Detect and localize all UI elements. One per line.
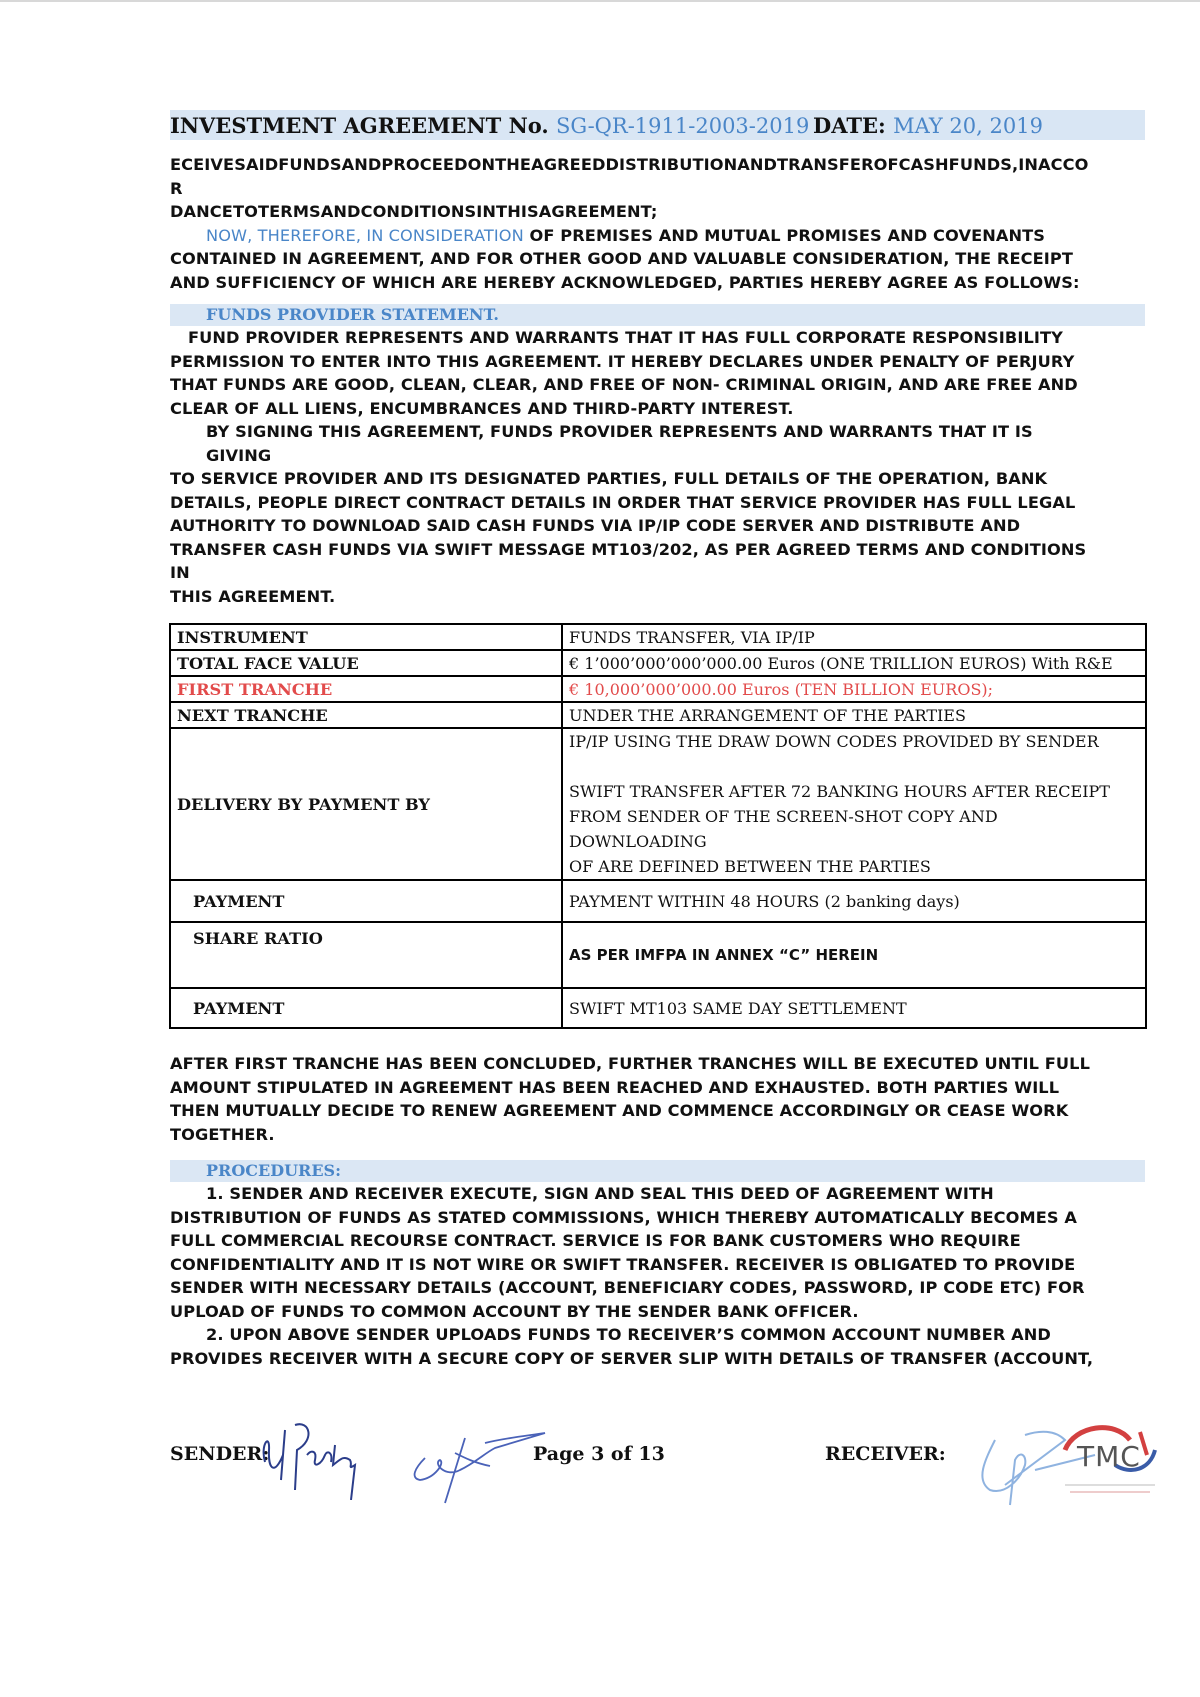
table-row bbox=[170, 728, 1146, 880]
table-key: NEXT TRANCHE bbox=[170, 702, 562, 728]
consideration-paragraph bbox=[170, 224, 1145, 248]
fp-line: FUND PROVIDER REPRESENTS AND WARRANTS THAT IT HAS FULL CORPORATE RESPONSIBILITY bbox=[188, 328, 1063, 347]
intro-line: AND SUFFICIENCY OF WHICH ARE HEREBY ACKNOWLEDGED, PARTIES HEREBY AGREE AS FOLLOWS: bbox=[170, 272, 1080, 292]
after-line: AMOUNT STIPULATED IN AGREEMENT HAS BEEN REACHED AND EXHAUSTED. BOTH PARTIES WILL bbox=[170, 1077, 1060, 1097]
procedures-heading: PROCEDURES: bbox=[170, 1160, 1145, 1182]
fp-line: GIVING bbox=[206, 445, 272, 465]
fp-line: CLEAR OF ALL LIENS, ENCUMBRANCES AND THIRD-PARTY INTEREST. bbox=[170, 398, 794, 418]
table-key: FIRST TRANCHE bbox=[170, 676, 562, 702]
signature-footer bbox=[170, 1410, 1170, 1520]
consideration-lead: NOW, THEREFORE, IN CONSIDERATION bbox=[206, 225, 524, 245]
procedure-line: PROVIDES RECEIVER WITH A SECURE COPY OF SERVER SLIP WITH DETAILS OF TRANSFER (ACCOUNT, bbox=[170, 1348, 1094, 1368]
intro-line: DANCETOTERMSANDCONDITIONSINTHISAGREEMENT; bbox=[170, 202, 658, 221]
table-row bbox=[170, 880, 1146, 922]
table-value: UNDER THE ARRANGEMENT OF THE PARTIES bbox=[562, 702, 1146, 728]
table-key: INSTRUMENT bbox=[170, 624, 562, 650]
document-page bbox=[170, 110, 1145, 1370]
procedure-line: UPLOAD OF FUNDS TO COMMON ACCOUNT BY THE SENDER BANK OFFICER. bbox=[170, 1301, 859, 1321]
value-line: IP/IP USING THE DRAW DOWN CODES PROVIDED BY SENDER bbox=[569, 732, 1099, 751]
table-value: € 1’000’000’000’000.00 Euros (ONE TRILLION EUROS) With R&E bbox=[562, 650, 1146, 676]
table-row bbox=[170, 988, 1146, 1028]
after-table-paragraph bbox=[170, 1052, 1145, 1146]
funds-provider-section bbox=[170, 326, 1145, 608]
receiver-label: RECEIVER: bbox=[825, 1443, 946, 1465]
consideration-rest: OF PREMISES AND MUTUAL PROMISES AND COVENANTS bbox=[523, 225, 1046, 245]
table-value: FUNDS TRANSFER, VIA IP/IP bbox=[562, 624, 1146, 650]
value-line: FROM SENDER OF THE SCREEN-SHOT COPY AND DOWNLOADING bbox=[569, 807, 998, 851]
fp-line: DETAILS, PEOPLE DIRECT CONTRACT DETAILS IN ORDER THAT SERVICE PROVIDER HAS FULL LEGAL bbox=[170, 492, 1076, 512]
fp-line: THIS AGREEMENT. bbox=[170, 586, 336, 606]
table-row bbox=[170, 922, 1146, 988]
table-key: PAYMENT bbox=[170, 880, 562, 922]
intro-section bbox=[170, 153, 1145, 294]
intro-line: R bbox=[170, 178, 183, 198]
fp-line: THAT FUNDS ARE GOOD, CLEAN, CLEAR, AND FREE OF NON- CRIMINAL ORIGIN, AND ARE FREE AND bbox=[170, 375, 1078, 394]
procedure-line: DISTRIBUTION OF FUNDS AS STATED COMMISSIONS, WHICH THEREBY AUTOMATICALLY BECOMES A bbox=[170, 1207, 1078, 1227]
after-line: THEN MUTUALLY DECIDE TO RENEW AGREEMENT AND COMMENCE ACCORDINGLY OR CEASE WORK bbox=[170, 1101, 1069, 1120]
table-key: PAYMENT bbox=[170, 988, 562, 1028]
sender-label: SENDER: bbox=[170, 1443, 270, 1465]
fp-line: TO SERVICE PROVIDER AND ITS DESIGNATED PARTIES, FULL DETAILS OF THE OPERATION, BANK bbox=[170, 469, 1048, 488]
value-line bbox=[569, 754, 1139, 779]
procedure-line: 1. SENDER AND RECEIVER EXECUTE, SIGN AND SEAL THIS DEED OF AGREEMENT WITH bbox=[206, 1184, 994, 1203]
value-line: SWIFT TRANSFER AFTER 72 BANKING HOURS AFTER RECEIPT bbox=[569, 782, 1110, 801]
sender-signature-icon bbox=[255, 1410, 385, 1500]
intro-line: CONTAINED IN AGREEMENT, AND FOR OTHER GOOD AND VALUABLE CONSIDERATION, THE RECEIPT bbox=[170, 249, 1073, 268]
fp-line: PERMISSION TO ENTER INTO THIS AGREEMENT. IT HEREBY DECLARES UNDER PENALTY OF PERJURY bbox=[170, 351, 1075, 371]
table-value: SWIFT MT103 SAME DAY SETTLEMENT bbox=[562, 988, 1146, 1028]
table-row bbox=[170, 624, 1146, 650]
agreement-date bbox=[813, 113, 1043, 138]
procedure-line: FULL COMMERCIAL RECOURSE CONTRACT. SERVICE IS FOR BANK CUSTOMERS WHO REQUIRE bbox=[170, 1231, 1021, 1250]
table-key: SHARE RATIO bbox=[170, 922, 562, 988]
after-line: AFTER FIRST TRANCHE HAS BEEN CONCLUDED, FURTHER TRANCHES WILL BE EXECUTED UNTIL FULL bbox=[170, 1054, 1090, 1073]
procedure-line: SENDER WITH NECESSARY DETAILS (ACCOUNT, BENEFICIARY CODES, PASSWORD, IP CODE ETC) FOR bbox=[170, 1278, 1085, 1297]
procedure-line: CONFIDENTIALITY AND IT IS NOT WIRE OR SWIFT TRANSFER. RECEIVER IS OBLIGATED TO PROVIDE bbox=[170, 1254, 1076, 1274]
fp-line: IN bbox=[170, 563, 190, 582]
top-border-line bbox=[0, 0, 1200, 2]
agreement-title bbox=[170, 113, 809, 138]
table-row bbox=[170, 650, 1146, 676]
title-text: INVESTMENT AGREEMENT No. bbox=[170, 113, 549, 138]
date-label: DATE: bbox=[813, 113, 886, 138]
funds-provider-heading: FUNDS PROVIDER STATEMENT. bbox=[170, 304, 1145, 326]
table-value-multiline bbox=[562, 728, 1146, 880]
table-value: AS PER IMFPA IN ANNEX “C” HEREIN bbox=[562, 922, 1146, 988]
intro-line: ECEIVESAIDFUNDSANDPROCEEDONTHEAGREEDDISTRIBUTIONANDTRANSFEROFCASHFUNDS,INACCO bbox=[170, 155, 1089, 174]
table-row bbox=[170, 702, 1146, 728]
receiver-logo bbox=[965, 1410, 1165, 1520]
fp-line: TRANSFER CASH FUNDS VIA SWIFT MESSAGE MT103/202, AS PER AGREED TERMS AND CONDITIONS bbox=[170, 539, 1087, 559]
page-number: Page 3 of 13 bbox=[533, 1443, 665, 1465]
value-line: OF ARE DEFINED BETWEEN THE PARTIES bbox=[569, 857, 931, 876]
date-value: MAY 20, 2019 bbox=[893, 114, 1043, 138]
table-key: DELIVERY BY PAYMENT BY bbox=[170, 728, 562, 880]
procedure-line: 2. UPON ABOVE SENDER UPLOADS FUNDS TO RECEIVER’S COMMON ACCOUNT NUMBER AND bbox=[206, 1325, 1051, 1344]
fp-line: AUTHORITY TO DOWNLOAD SAID CASH FUNDS VIA IP/IP CODE SERVER AND DISTRIBUTE AND bbox=[170, 516, 1021, 535]
fp-line: BY SIGNING THIS AGREEMENT, FUNDS PROVIDER REPRESENTS AND WARRANTS THAT IT IS bbox=[206, 422, 1033, 441]
table-key: TOTAL FACE VALUE bbox=[170, 650, 562, 676]
procedures-section bbox=[170, 1182, 1145, 1370]
agreement-header bbox=[170, 110, 1145, 140]
table-value: PAYMENT WITHIN 48 HOURS (2 banking days) bbox=[562, 880, 1146, 922]
terms-table bbox=[169, 623, 1147, 1029]
table-value: € 10,000’000’000.00 Euros (TEN BILLION EUROS); bbox=[562, 676, 1146, 702]
logo-text: TMC bbox=[1077, 1440, 1141, 1473]
table-row-highlighted bbox=[170, 676, 1146, 702]
agreement-number: SG-QR-1911-2003-2019 bbox=[556, 114, 810, 138]
after-line: TOGETHER. bbox=[170, 1124, 275, 1144]
